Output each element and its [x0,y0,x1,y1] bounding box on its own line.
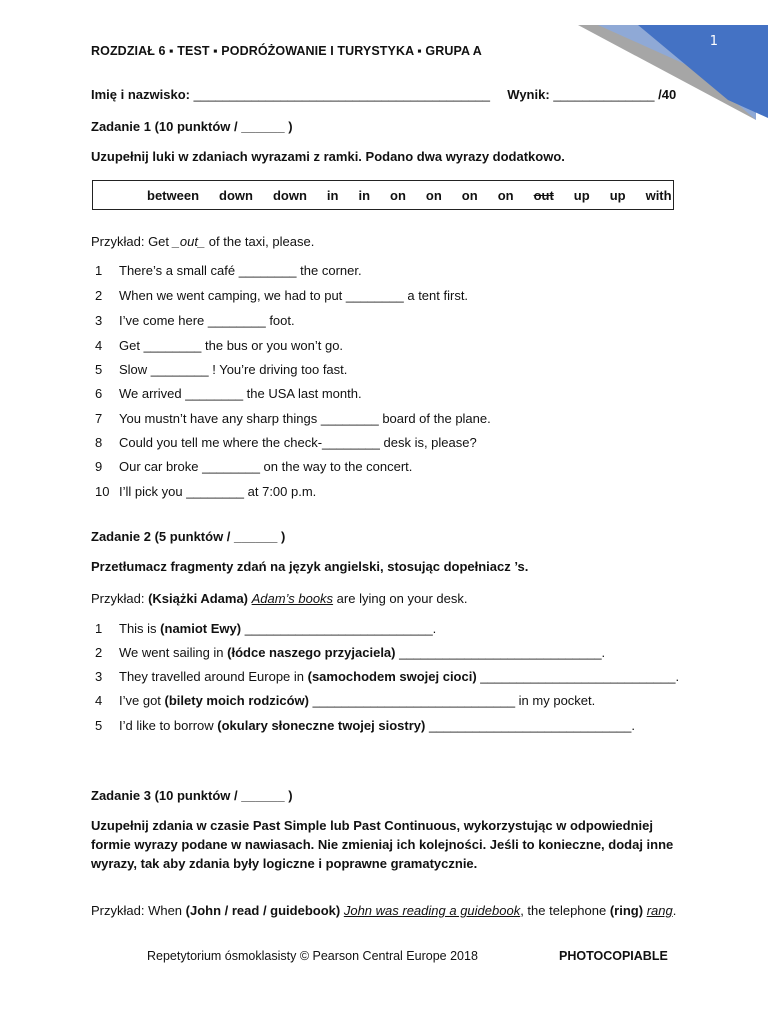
name-line: _________________________________________ [193,87,491,102]
task1-item: 9 Our car broke ________ on the way to the concert. [95,459,413,474]
task1-instruction: Uzupełnij luki w zdaniach wyrazami z ramki. Podano dwa wyrazy dodatkowo. [91,149,565,164]
task2-example-answer: Adam’s books [251,591,334,606]
task1-item: 1 There’s a small café ________ the corner. [95,263,362,278]
chapter-header: ROZDZIAŁ 6 ▪ TEST ▪ PODRÓŻOWANIE I TURYSTYKA ▪ GRUPA A [91,44,482,58]
name-label: Imię i nazwisko: [91,87,190,102]
word-box-item: on [425,187,442,203]
task2-item: 5 I’d like to borrow (okulary słoneczne twojej siostry) ____________________________. [95,718,635,733]
word-box-item: in [326,187,339,203]
task1-item: 6 We arrived ________ the USA last month. [95,386,362,401]
task1-item: 8 Could you tell me where the check-________ desk is, please? [95,435,477,450]
footer-photocopiable: PHOTOCOPIABLE [559,949,668,963]
task2-example: Przykład: (Książki Adama) Adam’s books are lying on your desk. [91,591,468,606]
word-box-item: down [272,187,307,203]
score-total: /40 [658,87,677,102]
word-box-item: on [461,187,478,203]
task1-item: 10 I’ll pick you ________ at 7:00 p.m. [95,484,317,499]
task2-item: 4 I’ve got (bilety moich rodziców) ____________________________ in my pocket. [95,693,596,708]
word-box-item: down [219,187,253,203]
task3-title: Zadanie 3 (10 punktów / ______ ) [91,788,293,803]
task1-item: 7 You mustn’t have any sharp things ________ board of the plane. [95,411,491,426]
word-box-item: with [645,187,672,203]
score-line: ______________ [553,87,655,102]
task1-example: Przykład: Get _out_ of the taxi, please. [91,234,315,249]
task1-item: 5 Slow ________ ! You’re driving too fast. [95,362,348,377]
word-box-item: in [358,187,371,203]
task1-item: 2 When we went camping, we had to put ________ a tent first. [95,288,469,303]
task2-item: 1 This is (namiot Ewy) __________________________. [95,621,437,636]
page-number: 1 [709,34,718,49]
word-box [92,180,674,210]
word-box-item: up [573,187,590,203]
word-box-item: on [390,187,406,203]
score-label: Wynik: [507,87,550,102]
task2-title: Zadanie 2 (5 punktów / ______ ) [91,529,286,544]
name-score-row [91,86,676,103]
task3-example-answer2: rang [646,903,673,918]
word-box-item: up [609,187,626,203]
corner-decoration [578,0,768,130]
word-box-item: on [497,187,514,203]
word-box-item-crossed: out [533,187,554,203]
task1-example-answer: _out_ [172,234,206,249]
corner-dark-shape [638,25,768,118]
task1-item: 3 I’ve come here ________ foot. [95,313,295,328]
task2-item: 3 They travelled around Europe in (samochodem swojej cioci) ___________________________. [95,669,680,684]
task2-instruction: Przetłumacz fragmenty zdań na język angielski, stosując dopełniacz ’s. [91,559,529,574]
task1-title: Zadanie 1 (10 punktów / ______ ) [91,119,293,134]
word-box-item: between [147,187,200,203]
footer-copyright: Repetytorium ósmoklasisty © Pearson Central Europe 2018 [147,949,478,963]
task3-instruction: Uzupełnij zdania w czasie Past Simple lub Past Continuous, wykorzystując w odpowiedniej formie wyrazy podane w nawiasach. Nie zmieniaj ich kolejności. Jeśli to konieczne, dodaj inne wyrazy, tak aby zdania były logiczne i poprawne gramatycznie. [91,818,674,871]
task1-item: 4 Get ________ the bus or you won’t go. [95,338,344,353]
task3-example-answer1: John was reading a guidebook [343,903,521,918]
task3-example: Przykład: When (John / read / guidebook) John was reading a guidebook, the telephone (ring) rang. [91,903,677,918]
task2-item: 2 We went sailing in (łódce naszego przyjaciela) ____________________________. [95,645,606,660]
